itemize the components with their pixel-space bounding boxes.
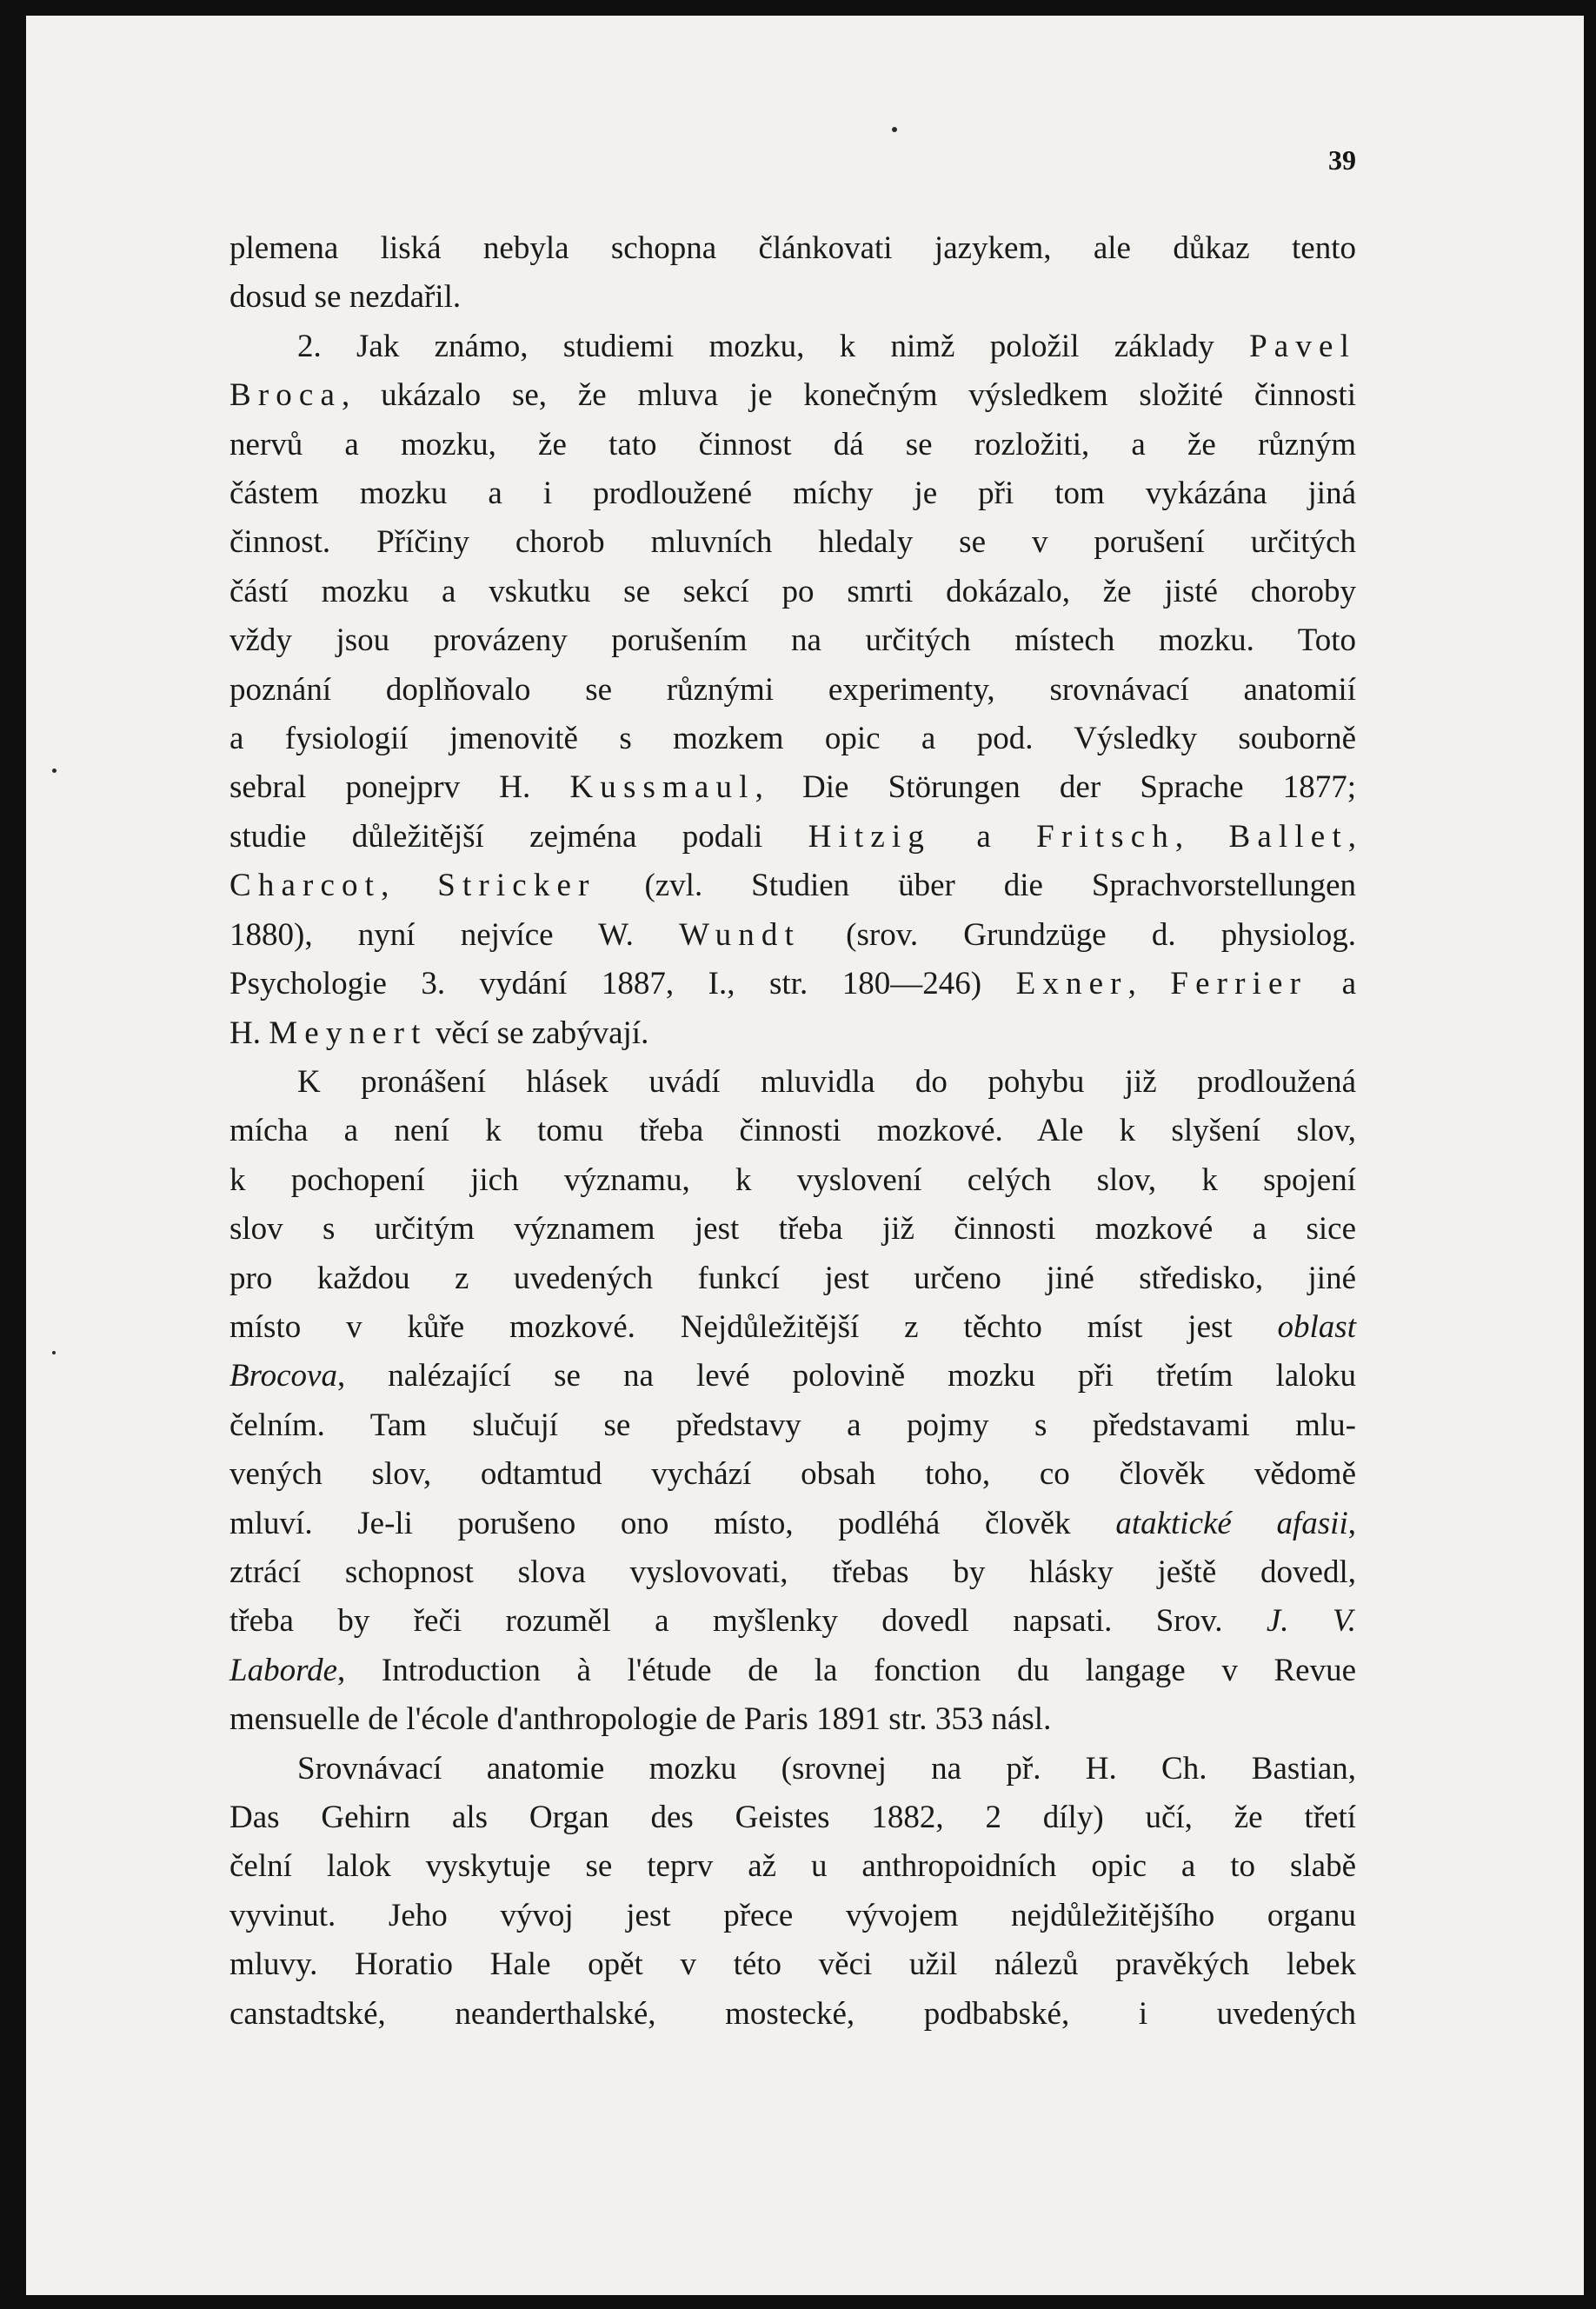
italic-term: ataktické afasii (1115, 1505, 1348, 1541)
italic-term: Brocova (229, 1358, 337, 1394)
text-line (229, 1500, 1356, 1548)
text-line (229, 666, 1356, 715)
text-segment: studie důležitější zejména podali (229, 818, 808, 855)
text-segment: canstadtské, neanderthalské, mostecké, podbabské, i uvedených (229, 1995, 1356, 2032)
text-segment: čelní lalok vyskytuje se teprv až u anthropoidních opic a to slabě (229, 1848, 1356, 1885)
text-line (229, 273, 1356, 322)
body-text (229, 224, 1356, 2039)
text-segment: , Die Störungen der Sprache 1877; (755, 769, 1357, 806)
text-line (229, 1597, 1356, 1646)
text-line (229, 1156, 1356, 1205)
spaced-name: Ferrier (1170, 966, 1308, 1002)
italic-term: Laborde (229, 1652, 338, 1688)
text-segment: mensuelle de l'école d'anthropologie de Paris 1891 str. 353 násl. (229, 1701, 1052, 1738)
text-segment: , ukázalo se, že mluva je konečným výsledkem složité činnosti (342, 377, 1356, 414)
spaced-name: Ballet (1228, 818, 1348, 855)
text-segment: slov s určitým významem jest třeba již činnosti mozkové a sice (229, 1211, 1356, 1248)
spaced-name: Meynert (269, 1015, 428, 1051)
text-segment: vených slov, odtamtud vychází obsah toho, co člověk vědomě (229, 1456, 1356, 1493)
text-segment: , (1174, 818, 1229, 855)
text-line (229, 1205, 1356, 1254)
text-line (229, 715, 1356, 763)
text-segment: (zvl. Studien über die Sprachvorstellungen (595, 868, 1357, 904)
text-line (229, 911, 1356, 960)
text-line (229, 1450, 1356, 1499)
text-line (229, 960, 1356, 1008)
text-segment: mícha a není k tomu třeba činnosti mozkové. Ale k slyšení slov, (229, 1113, 1356, 1149)
text-segment: poznání doplňovalo se různými experimenty, srovnávací anatomií (229, 671, 1356, 708)
spaced-name: Charcot (229, 868, 382, 904)
text-segment: nervů a mozku, že tato činnost dá se rozložiti, a že různým (229, 426, 1356, 462)
text-line (229, 1940, 1356, 1989)
text-segment: částí mozku a vskutku se sekcí po smrti dokázalo, že jisté choroby (229, 573, 1356, 609)
text-line (229, 469, 1356, 518)
spaced-name: Stricker (437, 868, 596, 904)
text-segment: plemena liská nebyla schopna článkovati jazykem, ale důkaz tento (229, 230, 1356, 266)
text-segment: , (381, 868, 438, 904)
text-line (229, 763, 1356, 812)
text-segment: , (1127, 966, 1171, 1002)
text-line (229, 1793, 1356, 1842)
dust-speck (892, 127, 897, 132)
text-segment: Psychologie 3. vydání 1887, I., str. 180—246) (229, 966, 1016, 1002)
text-segment: , (1347, 1505, 1356, 1541)
text-line (229, 224, 1356, 273)
text-segment: mluví. Je-li porušeno ono místo, podléhá člověk (229, 1505, 1116, 1541)
text-segment: vždy jsou provázeny porušením na určitých místech mozku. Toto (229, 622, 1356, 659)
book-page (26, 16, 1584, 2295)
text-line (229, 1009, 1356, 1058)
text-line (229, 323, 1356, 371)
text-segment: , nalézající se na levé polovině mozku při třetím laloku (336, 1358, 1356, 1394)
text-line (229, 518, 1356, 567)
text-segment: činnost. Příčiny chorob mluvních hledaly se v porušení určitých (229, 524, 1356, 561)
text-line (229, 616, 1356, 665)
text-segment: a (1307, 966, 1357, 1002)
text-segment: pro každou z uvedených funkcí jest určeno jiné středisko, jiné (229, 1260, 1356, 1296)
text-segment: třeba by řeči rozuměl a myšlenky dovedl napsati. Srov. (229, 1603, 1267, 1640)
text-segment: a (930, 818, 1037, 855)
text-line (229, 421, 1356, 469)
spaced-name: Wundt (679, 916, 801, 953)
italic-term: J. V. (1266, 1603, 1356, 1640)
text-line (229, 813, 1356, 862)
text-line (229, 1107, 1356, 1155)
text-segment: , (1347, 818, 1356, 855)
text-segment: (srov. Grundzüge d. physiolog. (800, 916, 1356, 953)
text-line (229, 1647, 1356, 1695)
text-segment: 1880), nyní nejvíce W. (229, 916, 680, 953)
page-number: 39 (1328, 144, 1356, 176)
text-segment: místo v kůře mozkové. Nejdůležitější z těchto míst jest (229, 1308, 1278, 1345)
text-line (229, 1548, 1356, 1597)
spaced-name: Broca (229, 377, 342, 414)
text-segment: k pochopení jich významu, k vyslovení celých slov, k spojení (229, 1161, 1356, 1198)
text-line (229, 1990, 1356, 2039)
text-line (229, 1254, 1356, 1303)
text-segment: sebral ponejprv H. (229, 769, 570, 806)
text-segment: čelním. Tam slučují se představy a pojmy s představami mlu- (229, 1407, 1356, 1443)
text-line (229, 1842, 1356, 1891)
text-segment: mluvy. Horatio Hale opět v této věci užil nálezů pravěkých lebek (229, 1946, 1356, 1983)
text-line (229, 1352, 1356, 1401)
text-line (229, 1058, 1356, 1107)
text-line (229, 1303, 1356, 1352)
spaced-name: Fritsch (1036, 818, 1175, 855)
dust-speck (52, 1351, 56, 1354)
text-segment: K pronášení hlásek uvádí mluvidla do pohybu již prodloužená (297, 1063, 1356, 1100)
italic-term: oblast (1277, 1308, 1356, 1345)
spaced-name: Hitzig (808, 818, 931, 855)
text-segment: dosud se nezdařil. (229, 279, 462, 316)
text-segment: , Introduction à l'étude de la fonction du langage v Revue (337, 1652, 1356, 1688)
text-line (229, 1892, 1356, 1940)
text-segment: 2. Jak známo, studiemi mozku, k nimž položil základy (297, 328, 1250, 364)
text-segment: H. (229, 1015, 269, 1051)
spaced-name: Exner (1015, 966, 1128, 1002)
text-line (229, 371, 1356, 420)
text-line (229, 568, 1356, 616)
text-line (229, 1401, 1356, 1450)
text-segment: částem mozku a i prodloužené míchy je při tom vykázána jiná (229, 476, 1356, 512)
text-segment: a fysiologií jmenovitě s mozkem opic a pod. Výsledky souborně (229, 721, 1356, 757)
text-line (229, 1745, 1356, 1793)
spaced-name: Kussmaul (569, 769, 755, 806)
text-segment: ztrácí schopnost slova vyslovovati, třebas by hlásky ještě dovedl, (229, 1554, 1356, 1590)
text-segment: vyvinut. Jeho vývoj jest přece vývojem nejdůležitějšího organu (229, 1897, 1356, 1933)
text-segment: věcí se zabývají. (427, 1015, 649, 1051)
text-line (229, 1695, 1356, 1744)
text-segment: Das Gehirn als Organ des Geistes 1882, 2 díly) učí, že třetí (229, 1800, 1356, 1835)
text-line (229, 862, 1356, 910)
dust-speck (52, 769, 57, 773)
text-segment: Srovnávací anatomie mozku (srovnej na př. H. Ch. Bastian, (297, 1750, 1356, 1787)
spaced-name: Pavel (1249, 328, 1356, 364)
